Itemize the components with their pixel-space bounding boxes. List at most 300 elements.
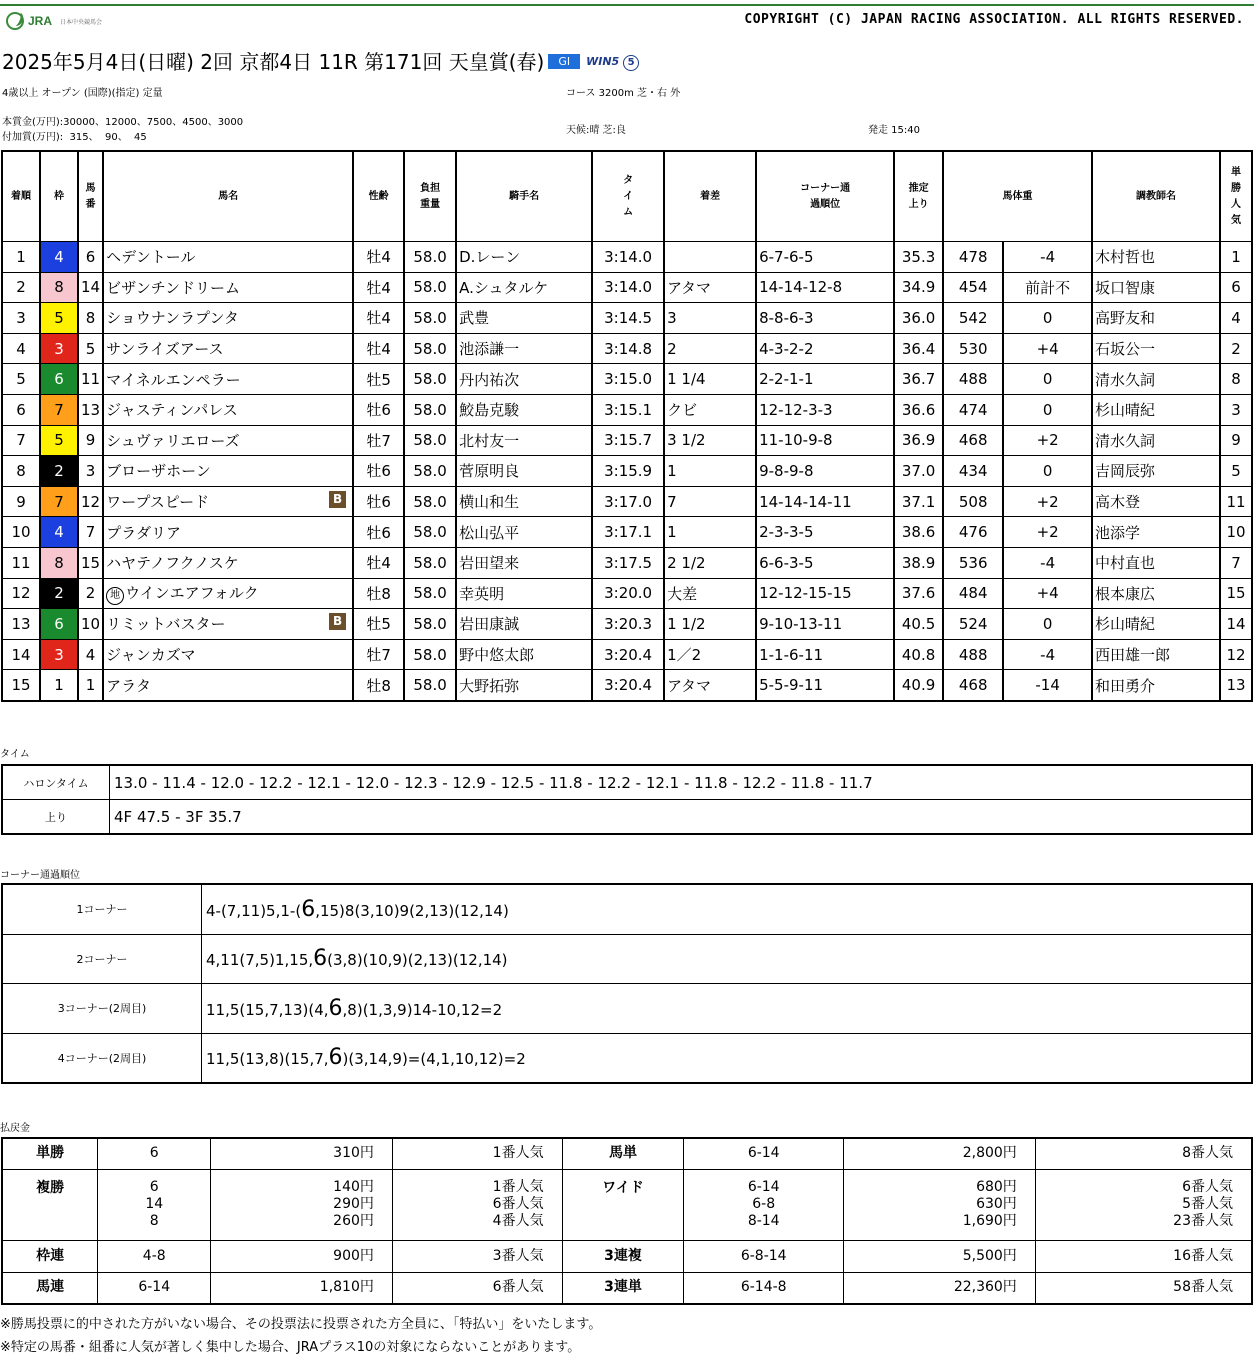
furlong-value: 13.0 - 11.4 - 12.0 - 12.2 - 12.1 - 12.0 - 12.3 - 12.9 - 12.5 - 11.8 - 12.2 - 12.1 - 11.8 - 12.2 - 11.8 - 11.7 xyxy=(110,765,1253,800)
corner-positions: 6-6-3-5 xyxy=(756,547,894,578)
col-body-weight: 馬体重 xyxy=(943,151,1092,242)
waku-number: 5 xyxy=(40,425,78,456)
body-weight: 488 xyxy=(943,639,1003,670)
corner-section-label: コーナー通過順位 xyxy=(0,870,80,881)
popularity: 1 xyxy=(1220,242,1252,273)
horse-name[interactable] xyxy=(103,394,353,425)
col-jockey: 騎手名 xyxy=(456,151,592,242)
col-corners: コーナー通過順位 xyxy=(756,151,894,242)
sex-age: 牡6 xyxy=(353,456,404,487)
body-weight: 488 xyxy=(943,364,1003,395)
sanrentan-pop: 58番人気 xyxy=(1035,1272,1252,1304)
col-last3f: 推定上り xyxy=(894,151,943,242)
horse-name[interactable] xyxy=(103,578,353,609)
horse-number: 14 xyxy=(78,272,103,303)
body-weight: 434 xyxy=(943,456,1003,487)
corner-positions: 5-5-9-11 xyxy=(756,670,894,701)
blinker-icon: B xyxy=(329,491,346,508)
horse-name-text[interactable]: ウインエアフォルク xyxy=(125,583,259,602)
umaren-yen: 1,810円 xyxy=(211,1272,393,1304)
horse-name[interactable] xyxy=(103,609,353,640)
finish-time: 3:14.5 xyxy=(592,303,664,334)
body-weight-diff: -4 xyxy=(1003,547,1092,578)
body-weight-diff: 0 xyxy=(1003,609,1092,640)
body-weight: 536 xyxy=(943,547,1003,578)
sex-age: 牡7 xyxy=(353,425,404,456)
win5-badge[interactable] xyxy=(586,55,639,71)
margin xyxy=(664,242,756,273)
jockey-name[interactable]: 鮫島克駿 xyxy=(456,394,592,425)
race-course: コース 3200m 芝・右 外 xyxy=(566,88,681,99)
furlong-row xyxy=(2,765,1252,800)
horse-number: 6 xyxy=(78,242,103,273)
time-table xyxy=(1,764,1253,835)
race-title-line xyxy=(2,46,639,75)
body-weight-diff: +2 xyxy=(1003,486,1092,517)
body-weight: 508 xyxy=(943,486,1003,517)
highlight-horse: 6 xyxy=(328,1045,343,1071)
corner-positions: 12-12-3-3 xyxy=(756,394,894,425)
horse-name-text[interactable]: シュヴァリエローズ xyxy=(106,431,240,450)
furlong-label: ハロンタイム xyxy=(2,765,110,800)
margin: 1 xyxy=(664,456,756,487)
result-rank: 10 xyxy=(2,517,40,548)
horse-name-text[interactable]: ビザンチンドリーム xyxy=(106,278,241,297)
horse-number: 1 xyxy=(78,670,103,701)
body-weight-diff: -4 xyxy=(1003,639,1092,670)
body-weight: 474 xyxy=(943,394,1003,425)
jra-logo[interactable] xyxy=(6,10,102,32)
horse-name-text[interactable]: マイネルエンペラー xyxy=(106,370,241,389)
body-weight-diff: 0 xyxy=(1003,364,1092,395)
payout-row xyxy=(2,1272,1252,1304)
last-3f: 36.7 xyxy=(894,364,943,395)
sanrentan-combo: 6-14-8 xyxy=(684,1272,844,1304)
corner-order: 11,5(13,8)(15,7,6)(3,14,9)=(4,1,10,12)=2 xyxy=(202,1033,1253,1083)
result-row xyxy=(2,517,1252,548)
horse-name[interactable] xyxy=(103,486,353,517)
horse-name[interactable] xyxy=(103,670,353,701)
body-weight-diff: -14 xyxy=(1003,670,1092,701)
margin: 1 1/4 xyxy=(664,364,756,395)
horse-name[interactable] xyxy=(103,639,353,670)
last-3f: 38.9 xyxy=(894,547,943,578)
corner-row xyxy=(2,1033,1252,1083)
result-row xyxy=(2,333,1252,364)
finish-time: 3:14.0 xyxy=(592,242,664,273)
finish-time: 3:17.0 xyxy=(592,486,664,517)
trainer-name[interactable]: 西田雄一郎 xyxy=(1092,639,1220,670)
umaren-combo: 6-14 xyxy=(98,1272,211,1304)
trainer-name[interactable]: 高野友和 xyxy=(1092,303,1220,334)
result-row xyxy=(2,272,1252,303)
corner-order: 4,11(7,5)1,15,6(3,8)(10,9)(2,13)(12,14) xyxy=(202,934,1253,984)
corner-positions: 14-14-14-11 xyxy=(756,486,894,517)
corner-table xyxy=(1,883,1253,1084)
result-rank: 6 xyxy=(2,394,40,425)
jockey-name[interactable]: 武豊 xyxy=(456,303,592,334)
jockey-name[interactable]: 大野拓弥 xyxy=(456,670,592,701)
trainer-name[interactable]: 清水久詞 xyxy=(1092,425,1220,456)
wide-yens: 680円 630円 1,690円 xyxy=(844,1169,1036,1240)
weight-carried: 58.0 xyxy=(404,394,456,425)
body-weight-diff: 0 xyxy=(1003,456,1092,487)
col-time: タイム xyxy=(592,151,664,242)
horse-name-text[interactable]: ブローザホーン xyxy=(106,462,211,481)
sanrenpuku-combo: 6-8-14 xyxy=(684,1240,844,1272)
highlight-horse: 6 xyxy=(313,946,328,972)
last-3f: 37.6 xyxy=(894,578,943,609)
sanrenpuku-label: 3連複 xyxy=(562,1240,684,1272)
finish-time: 3:15.7 xyxy=(592,425,664,456)
weight-carried: 58.0 xyxy=(404,364,456,395)
tansho-combo: 6 xyxy=(98,1138,211,1169)
fukusho-combos: 6 14 8 xyxy=(98,1169,211,1240)
waku-number: 3 xyxy=(40,333,78,364)
popularity: 3 xyxy=(1220,394,1252,425)
results-header-row xyxy=(2,151,1252,242)
finish-time: 3:15.1 xyxy=(592,394,664,425)
horse-name-text[interactable]: ジャスティンパレス xyxy=(106,401,238,420)
result-row xyxy=(2,394,1252,425)
jockey-name[interactable]: D.レーン xyxy=(456,242,592,273)
sex-age: 牡4 xyxy=(353,333,404,364)
sex-age: 牡4 xyxy=(353,272,404,303)
margin: アタマ xyxy=(664,670,756,701)
popularity: 5 xyxy=(1220,456,1252,487)
sex-age: 牡5 xyxy=(353,364,404,395)
body-weight-diff: +4 xyxy=(1003,333,1092,364)
body-weight: 542 xyxy=(943,303,1003,334)
finish-time: 3:14.8 xyxy=(592,333,664,364)
body-weight: 530 xyxy=(943,333,1003,364)
corner-label: 3コーナー(2周目) xyxy=(2,984,202,1034)
result-rank: 9 xyxy=(2,486,40,517)
umaren-pop: 6番人気 xyxy=(392,1272,562,1304)
horse-number: 8 xyxy=(78,303,103,334)
popularity: 11 xyxy=(1220,486,1252,517)
weight-carried: 58.0 xyxy=(404,670,456,701)
result-row xyxy=(2,670,1252,701)
jockey-name[interactable]: 幸英明 xyxy=(456,578,592,609)
tansho-yen: 310円 xyxy=(211,1138,393,1169)
horse-name[interactable] xyxy=(103,303,353,334)
horse-number: 4 xyxy=(78,639,103,670)
trainer-name[interactable]: 石坂公一 xyxy=(1092,333,1220,364)
body-weight-diff: +4 xyxy=(1003,578,1092,609)
corner-positions: 11-10-9-8 xyxy=(756,425,894,456)
waku-number: 5 xyxy=(40,303,78,334)
margin: アタマ xyxy=(664,272,756,303)
weight-carried: 58.0 xyxy=(404,242,456,273)
results-body xyxy=(2,242,1252,701)
horse-number: 7 xyxy=(78,517,103,548)
jockey-name[interactable]: 横山和生 xyxy=(456,486,592,517)
trainer-name[interactable]: 吉岡辰弥 xyxy=(1092,456,1220,487)
corner-positions: 4-3-2-2 xyxy=(756,333,894,364)
trainer-name[interactable]: 杉山晴紀 xyxy=(1092,394,1220,425)
finish-time: 3:20.0 xyxy=(592,578,664,609)
umatan-yen: 2,800円 xyxy=(844,1138,1036,1169)
sex-age: 牡6 xyxy=(353,394,404,425)
sanrentan-yen: 22,360円 xyxy=(844,1272,1036,1304)
sex-age: 牡4 xyxy=(353,242,404,273)
result-row xyxy=(2,425,1252,456)
waku-number: 1 xyxy=(40,670,78,701)
weight-carried: 58.0 xyxy=(404,578,456,609)
horse-name[interactable] xyxy=(103,364,353,395)
horse-name-text[interactable]: ヘデントール xyxy=(106,248,196,267)
horse-name-text[interactable]: サンライズアース xyxy=(106,340,224,359)
corner-positions: 2-3-3-5 xyxy=(756,517,894,548)
weight-carried: 58.0 xyxy=(404,272,456,303)
margin: 1／2 xyxy=(664,639,756,670)
corner-label: 1コーナー xyxy=(2,884,202,934)
last-3f: 35.3 xyxy=(894,242,943,273)
last-3f: 40.9 xyxy=(894,670,943,701)
corner-label: 4コーナー(2周目) xyxy=(2,1033,202,1083)
sex-age: 牡8 xyxy=(353,578,404,609)
corner-positions: 9-10-13-11 xyxy=(756,609,894,640)
wakuren-pop: 3番人気 xyxy=(392,1240,562,1272)
corner-positions: 12-12-15-15 xyxy=(756,578,894,609)
note-tokubarai: ※勝馬投票に的中された方がいない場合、その投票法に投票された方全員に、「特払い」をいたします。 xyxy=(0,1317,602,1332)
horse-name[interactable] xyxy=(103,456,353,487)
last-3f: 37.0 xyxy=(894,456,943,487)
sex-age: 牡8 xyxy=(353,670,404,701)
fukusho-yens: 140円 290円 260円 xyxy=(211,1169,393,1240)
finish-time: 3:14.0 xyxy=(592,272,664,303)
corner-positions: 1-1-6-11 xyxy=(756,639,894,670)
result-row xyxy=(2,578,1252,609)
jockey-name[interactable]: 松山弘平 xyxy=(456,517,592,548)
wide-combos: 6-14 6-8 8-14 xyxy=(684,1169,844,1240)
weight-carried: 58.0 xyxy=(404,486,456,517)
margin: クビ xyxy=(664,394,756,425)
finish-time: 3:15.9 xyxy=(592,456,664,487)
time-section-label: タイム xyxy=(0,749,30,760)
corner-positions: 14-14-12-8 xyxy=(756,272,894,303)
body-weight: 454 xyxy=(943,272,1003,303)
results-table xyxy=(1,150,1253,702)
body-weight-diff: -4 xyxy=(1003,242,1092,273)
popularity: 4 xyxy=(1220,303,1252,334)
horse-name-text[interactable]: ハヤテノフクノスケ xyxy=(106,554,239,573)
jockey-name[interactable]: 岩田康誠 xyxy=(456,609,592,640)
body-weight: 478 xyxy=(943,242,1003,273)
result-row xyxy=(2,364,1252,395)
trainer-name[interactable]: 坂口智康 xyxy=(1092,272,1220,303)
horse-name[interactable] xyxy=(103,242,353,273)
trainer-name[interactable]: 木村哲也 xyxy=(1092,242,1220,273)
last-3f: 37.1 xyxy=(894,486,943,517)
waku-number: 6 xyxy=(40,364,78,395)
top-rule xyxy=(0,4,1254,6)
tansho-pop: 1番人気 xyxy=(392,1138,562,1169)
agari-row xyxy=(2,800,1252,835)
umaren-label: 馬連 xyxy=(2,1272,98,1304)
weight-carried: 58.0 xyxy=(404,639,456,670)
jockey-name[interactable]: 菅原明良 xyxy=(456,456,592,487)
horse-name-text[interactable]: アラタ xyxy=(106,676,151,695)
jockey-name[interactable]: A.シュタルケ xyxy=(456,272,592,303)
popularity: 15 xyxy=(1220,578,1252,609)
margin: 2 xyxy=(664,333,756,364)
trainer-name[interactable]: 杉山晴紀 xyxy=(1092,609,1220,640)
margin: 2 1/2 xyxy=(664,547,756,578)
result-rank: 2 xyxy=(2,272,40,303)
horse-name-text[interactable]: ジャンカズマ xyxy=(106,646,196,665)
jockey-name[interactable]: 池添謙一 xyxy=(456,333,592,364)
payout-section-label: 払戻金 xyxy=(0,1123,30,1134)
jra-emblem-icon xyxy=(6,12,24,30)
result-row xyxy=(2,547,1252,578)
sanrenpuku-yen: 5,500円 xyxy=(844,1240,1036,1272)
body-weight-diff: +2 xyxy=(1003,517,1092,548)
horse-name[interactable] xyxy=(103,425,353,456)
body-weight: 468 xyxy=(943,425,1003,456)
jockey-name[interactable]: 岩田望来 xyxy=(456,547,592,578)
trainer-name[interactable]: 高木登 xyxy=(1092,486,1220,517)
col-waku: 枠 xyxy=(40,151,78,242)
local-horse-icon: 地 xyxy=(106,587,124,605)
body-weight: 468 xyxy=(943,670,1003,701)
col-sexage: 性齢 xyxy=(353,151,404,242)
umatan-label: 馬単 xyxy=(562,1138,684,1169)
margin: 3 xyxy=(664,303,756,334)
result-row xyxy=(2,303,1252,334)
corner-positions: 9-8-9-8 xyxy=(756,456,894,487)
race-title: 2025年5月4日(日曜) 2回 京都4日 11R 第171回 天皇賞(春) xyxy=(2,50,545,74)
payout-row xyxy=(2,1240,1252,1272)
waku-number: 4 xyxy=(40,242,78,273)
waku-number: 8 xyxy=(40,272,78,303)
wide-pops: 6番人気 5番人気 23番人気 xyxy=(1035,1169,1252,1240)
popularity: 7 xyxy=(1220,547,1252,578)
umatan-pop: 8番人気 xyxy=(1035,1138,1252,1169)
corner-positions: 6-7-6-5 xyxy=(756,242,894,273)
last-3f: 38.6 xyxy=(894,517,943,548)
result-rank: 7 xyxy=(2,425,40,456)
last-3f: 40.5 xyxy=(894,609,943,640)
trainer-name[interactable]: 中村直也 xyxy=(1092,547,1220,578)
col-margin: 着差 xyxy=(664,151,756,242)
horse-name-text[interactable]: リミットバスター xyxy=(106,615,226,634)
popularity: 12 xyxy=(1220,639,1252,670)
popularity: 13 xyxy=(1220,670,1252,701)
result-rank: 3 xyxy=(2,303,40,334)
horse-number: 5 xyxy=(78,333,103,364)
body-weight: 476 xyxy=(943,517,1003,548)
popularity: 6 xyxy=(1220,272,1252,303)
result-row xyxy=(2,242,1252,273)
highlight-horse: 6 xyxy=(301,896,316,922)
col-popularity: 単勝人気 xyxy=(1220,151,1252,242)
finish-time: 3:20.4 xyxy=(592,670,664,701)
popularity: 2 xyxy=(1220,333,1252,364)
body-weight-diff: 0 xyxy=(1003,303,1092,334)
corner-order: 11,5(15,7,13)(4,6,8)(1,3,9)14-10,12=2 xyxy=(202,984,1253,1034)
horse-name[interactable] xyxy=(103,547,353,578)
sanrenpuku-pop: 16番人気 xyxy=(1035,1240,1252,1272)
agari-value: 4F 47.5 - 3F 35.7 xyxy=(110,800,1253,835)
jockey-name[interactable]: 野中悠太郎 xyxy=(456,639,592,670)
wakuren-label: 枠連 xyxy=(2,1240,98,1272)
horse-name[interactable] xyxy=(103,517,353,548)
horse-name-text[interactable]: ワープスピード xyxy=(106,493,210,512)
horse-name[interactable] xyxy=(103,272,353,303)
sex-age: 牡4 xyxy=(353,303,404,334)
jockey-name[interactable]: 丹内祐次 xyxy=(456,364,592,395)
finish-time: 3:17.5 xyxy=(592,547,664,578)
corner-row xyxy=(2,984,1252,1034)
logo-subtext: 日本中央競馬会 xyxy=(60,18,103,26)
horse-number: 2 xyxy=(78,578,103,609)
col-trainer: 調教師名 xyxy=(1092,151,1220,242)
popularity: 8 xyxy=(1220,364,1252,395)
weather-track: 天候:晴 芝:良 xyxy=(566,125,626,136)
last-3f: 36.4 xyxy=(894,333,943,364)
waku-number: 7 xyxy=(40,486,78,517)
fukusho-label: 複勝 xyxy=(2,1169,98,1240)
weight-carried: 58.0 xyxy=(404,333,456,364)
trainer-name[interactable]: 根本康広 xyxy=(1092,578,1220,609)
start-time: 発走 15:40 xyxy=(868,125,920,136)
result-rank: 8 xyxy=(2,456,40,487)
weight-carried: 58.0 xyxy=(404,609,456,640)
margin: 大差 xyxy=(664,578,756,609)
agari-label: 上り xyxy=(2,800,110,835)
body-weight-diff: 0 xyxy=(1003,394,1092,425)
result-rank: 12 xyxy=(2,578,40,609)
last-3f: 36.6 xyxy=(894,394,943,425)
trainer-name[interactable]: 池添学 xyxy=(1092,517,1220,548)
tansho-label: 単勝 xyxy=(2,1138,98,1169)
trainer-name[interactable]: 和田勇介 xyxy=(1092,670,1220,701)
umatan-combo: 6-14 xyxy=(684,1138,844,1169)
weight-carried: 58.0 xyxy=(404,303,456,334)
corner-positions: 8-8-6-3 xyxy=(756,303,894,334)
win5-number: 5 xyxy=(623,55,639,71)
jockey-name[interactable]: 北村友一 xyxy=(456,425,592,456)
horse-name[interactable] xyxy=(103,333,353,364)
grade-badge: GI xyxy=(548,54,580,69)
trainer-name[interactable]: 清水久詞 xyxy=(1092,364,1220,395)
last-3f: 40.8 xyxy=(894,639,943,670)
waku-number: 4 xyxy=(40,517,78,548)
blinker-icon: B xyxy=(329,613,346,630)
horse-name-text[interactable]: ショウナンラプンタ xyxy=(106,309,239,328)
waku-number: 2 xyxy=(40,578,78,609)
body-weight: 484 xyxy=(943,578,1003,609)
weight-carried: 58.0 xyxy=(404,517,456,548)
horse-name-text[interactable]: プラダリア xyxy=(106,523,181,542)
horse-number: 15 xyxy=(78,547,103,578)
payout-table xyxy=(1,1137,1253,1305)
corner-row xyxy=(2,934,1252,984)
waku-number: 2 xyxy=(40,456,78,487)
corner-row xyxy=(2,884,1252,934)
corner-label: 2コーナー xyxy=(2,934,202,984)
prize-additional: 付加賞(万円): 315、 90、 45 xyxy=(2,132,147,143)
margin: 1 1/2 xyxy=(664,609,756,640)
finish-time: 3:20.4 xyxy=(592,639,664,670)
horse-number: 11 xyxy=(78,364,103,395)
body-weight-diff: +2 xyxy=(1003,425,1092,456)
waku-number: 8 xyxy=(40,547,78,578)
waku-number: 6 xyxy=(40,609,78,640)
result-rank: 11 xyxy=(2,547,40,578)
